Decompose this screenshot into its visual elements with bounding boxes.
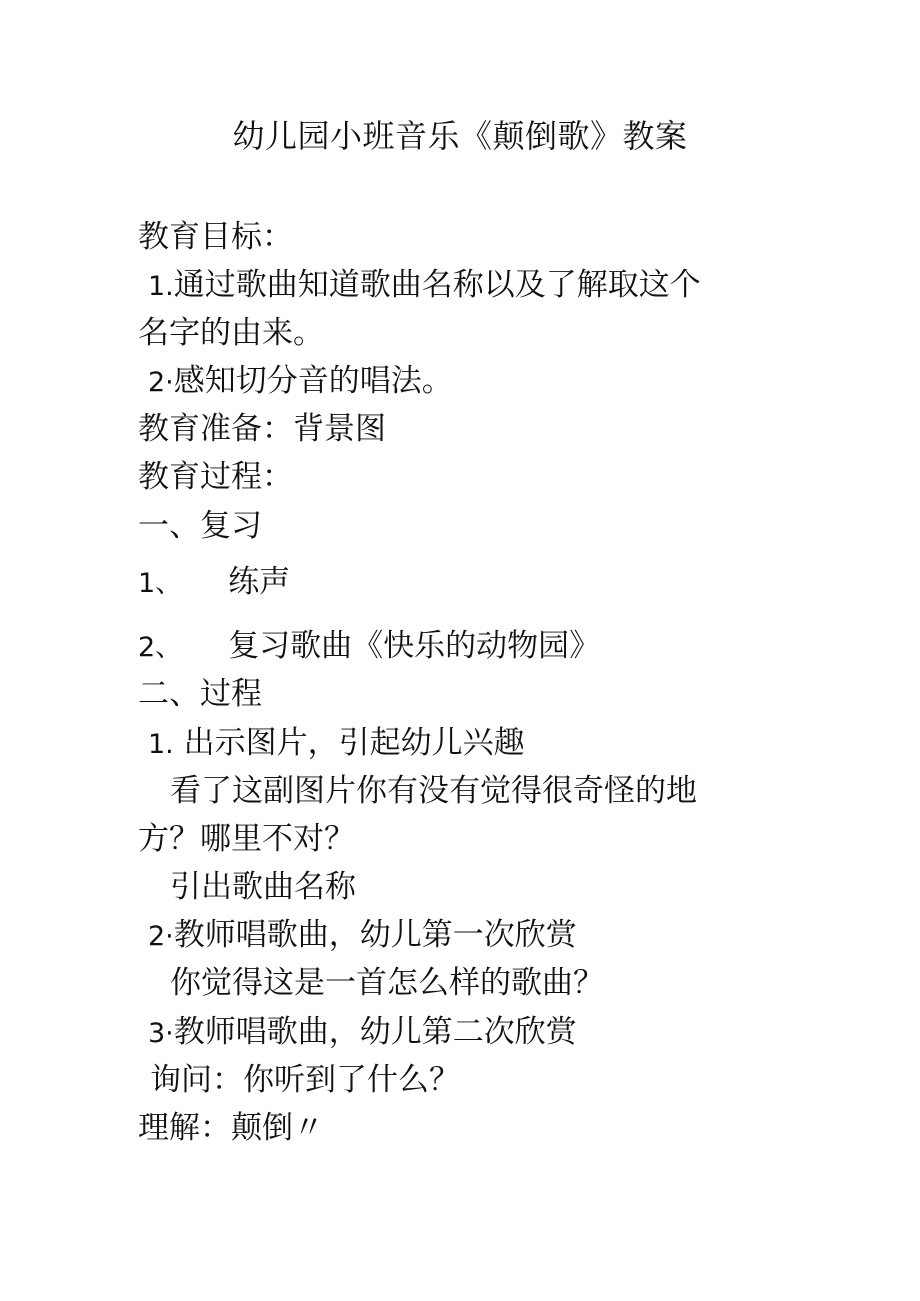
process-step-3-text: 教师唱歌曲，幼儿第二次欣赏 (173, 1014, 577, 1050)
process-step-1 (148, 722, 525, 766)
heading-education-goals: 教育目标： (138, 219, 293, 255)
process-step-1-question: 看了这副图片你有没有觉得很奇怪的地 (170, 773, 697, 809)
goal-item-1 (148, 264, 701, 308)
process-understanding: 理解：颠倒〃 (138, 1110, 324, 1146)
process-step-2-question: 你觉得这是一首怎么样的歌曲？ (170, 965, 604, 1001)
heading-education-preparation: 教育准备：背景图 (138, 411, 386, 447)
process-step-1-text: 出示图片，引起幼儿兴趣 (183, 725, 525, 761)
goal-item-1-number: 1. (148, 271, 174, 302)
process-step-2-number: 2· (148, 921, 174, 952)
process-step-3 (148, 1011, 577, 1055)
process-step-1-number: 1. (148, 729, 174, 760)
heading-education-process: 教育过程： (138, 459, 293, 495)
review-item-1 (138, 561, 290, 605)
goal-item-1-continued: 名字的由来。 (138, 315, 324, 351)
process-step-1-note: 引出歌曲名称 (170, 869, 356, 905)
review-item-1-number: 1、 (138, 568, 183, 599)
process-step-3-number: 3· (148, 1018, 174, 1049)
process-step-1-question-continued: 方？哪里不对？ (138, 821, 355, 857)
goal-item-2 (148, 360, 453, 404)
goal-item-2-number: 2· (148, 367, 174, 398)
review-item-1-text: 练声 (228, 564, 291, 600)
document-title: 幼儿园小班音乐《颠倒歌》教案 (232, 117, 688, 155)
process-step-3-question: 询问：你听到了什么？ (150, 1062, 460, 1098)
goal-item-1-text: 通过歌曲知道歌曲名称以及了解取这个 (173, 267, 701, 303)
review-item-2-text: 复习歌曲《快乐的动物园》 (228, 628, 601, 664)
process-step-2-text: 教师唱歌曲，幼儿第一次欣赏 (173, 917, 577, 953)
section-review-heading: 一、复习 (138, 508, 262, 544)
review-item-2 (138, 625, 600, 669)
goal-item-2-text: 感知切分音的唱法。 (173, 363, 453, 399)
process-step-2 (148, 914, 577, 958)
section-process-heading: 二、过程 (138, 676, 262, 712)
review-item-2-number: 2、 (138, 632, 183, 663)
